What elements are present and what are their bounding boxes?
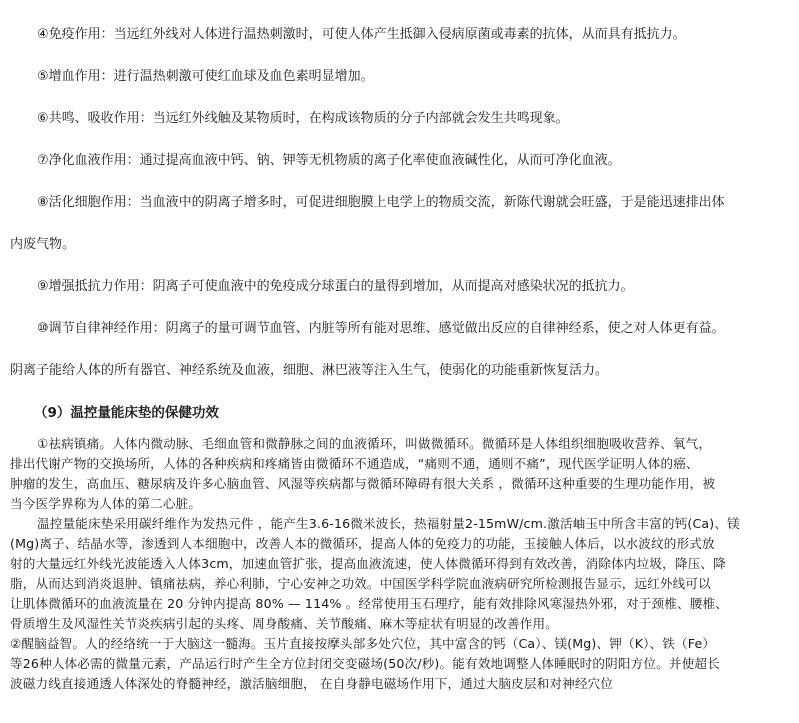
- body-line: 温控量能床垫采用碳纤维作为发热元件 ，能产生3.6-16微米波长，热福射量2-15mW/cm.激活岫玉中所含丰富的钙(Ca)、镁: [37, 516, 740, 531]
- section-heading: （9）温控量能床垫的保健功效: [34, 405, 219, 421]
- paragraph-blood-increase: ⑤增血作用：进行温热刺激可使红血球及血色素明显增加。: [37, 69, 374, 84]
- paragraph-immune: ④免疫作用：当远红外线对人体进行温热刺激时，可使人体产生抵御入侵病原菌或毒素的抗体，从而具有抵抗力。: [37, 27, 686, 42]
- paragraph-resistance: ⑨增强抵抗力作用：阴离子可使血液中的免疫成分球蛋白的量得到增加，从而提高对感染状况的抵抗力。: [37, 279, 634, 294]
- body-line: (Mg)离子、结晶水等，渗透到人本细胞中，改善人本的微循环，提高人体的免疫力的功能，玉接触人体后，以水波纹的形式放: [10, 536, 715, 551]
- body-line: ①祛病镇痛。人体内微动脉、毛细血管和微静脉之间的血液循环，叫做微循环。微循环是人体组织细胞吸收营养、氧气，: [37, 436, 712, 451]
- body-line: 当今医学界称为人体的第二心脏。: [10, 496, 202, 511]
- body-line: 脂，从而达到消炎退肿、镇痛祛病，养心利肺，宁心安神之功效。中国医学科学院血液病研究所检测报告显示，远红外线可以: [10, 576, 711, 591]
- body-line: 波磁力线直接通透人体深处的脊髓神经，激活脑细胞， 在自身静电磁场作用下，通过大脑皮层和对神经穴位: [10, 676, 614, 691]
- body-line: 肿瘤的发生，高血压、糖尿病及许多心脑血管、风湿等疾病都与微循环障碍有很大关系 ，微循环这种重要的生理功能作用，被: [10, 476, 716, 491]
- body-line: 射的大量远红外线光波能透入人体3cm，加速血管扩张，提高血液流速，使人体微循环得到有效改善，消除体内垃圾，降压、降: [10, 556, 726, 571]
- paragraph-activate-cells-cont: 内废气物。: [10, 237, 76, 252]
- body-line: 等26种人体必需的微量元素，产品运行时产生全方位封闭交变磁场(50次/秒)。能有效地调整人体睡眠时的阴阳方位。并使超长: [10, 656, 720, 671]
- body-line: 骨质增生及风湿性关节炎疾病引起的头疼、周身酸痛、关节酸痛、麻木等症状有明显的改善作用。: [10, 616, 558, 631]
- body-line: ②醒脑益智。人的经络统一于大脑这一髓海。玉片直接按摩头部多处穴位，其中富含的钙（Ca）、镁(Mg)、钾（K）、铁（Fe）: [10, 636, 716, 651]
- body-line: 排出代谢产物的交换场所，人体的各种疾病和疼痛皆由微循环不通造成，“痛则不通，通则不痛”，现代医学证明人体的癌、: [10, 456, 699, 471]
- paragraph-anion-summary: 阴离子能给人体的所有器官、神经系统及血液，细胞、淋巴液等注入生气，使弱化的功能重新恢复活力。: [10, 363, 609, 378]
- paragraph-activate-cells: ⑧活化细胞作用：当血液中的阴离子增多时，可促进细胞膜上电学上的物质交流，新陈代谢就会旺盛，于是能迅速排出体: [37, 195, 725, 210]
- paragraph-autonomic: ⑩调节自律神经作用：阴离子的量可调节血管、内脏等所有能对思维、感觉做出反应的自律神经系，使之对人体更有益。: [37, 321, 725, 336]
- body-line: 让肌体微循环的血液流量在 20 分钟内提高 80% — 114% 。经常使用玉石理疗，能有效排除风寒湿热外邪，对于颈椎、腰椎、: [10, 596, 728, 611]
- paragraph-purify-blood: ⑦净化血液作用：通过提高血液中钙、钠、钾等无机物质的离子化率使血液碱性化，从而可净化血液。: [37, 153, 621, 168]
- paragraph-resonance: ⑥共鸣、吸收作用：当远红外线触及某物质时，在构成该物质的分子内部就会发生共鸣现象。: [37, 111, 569, 126]
